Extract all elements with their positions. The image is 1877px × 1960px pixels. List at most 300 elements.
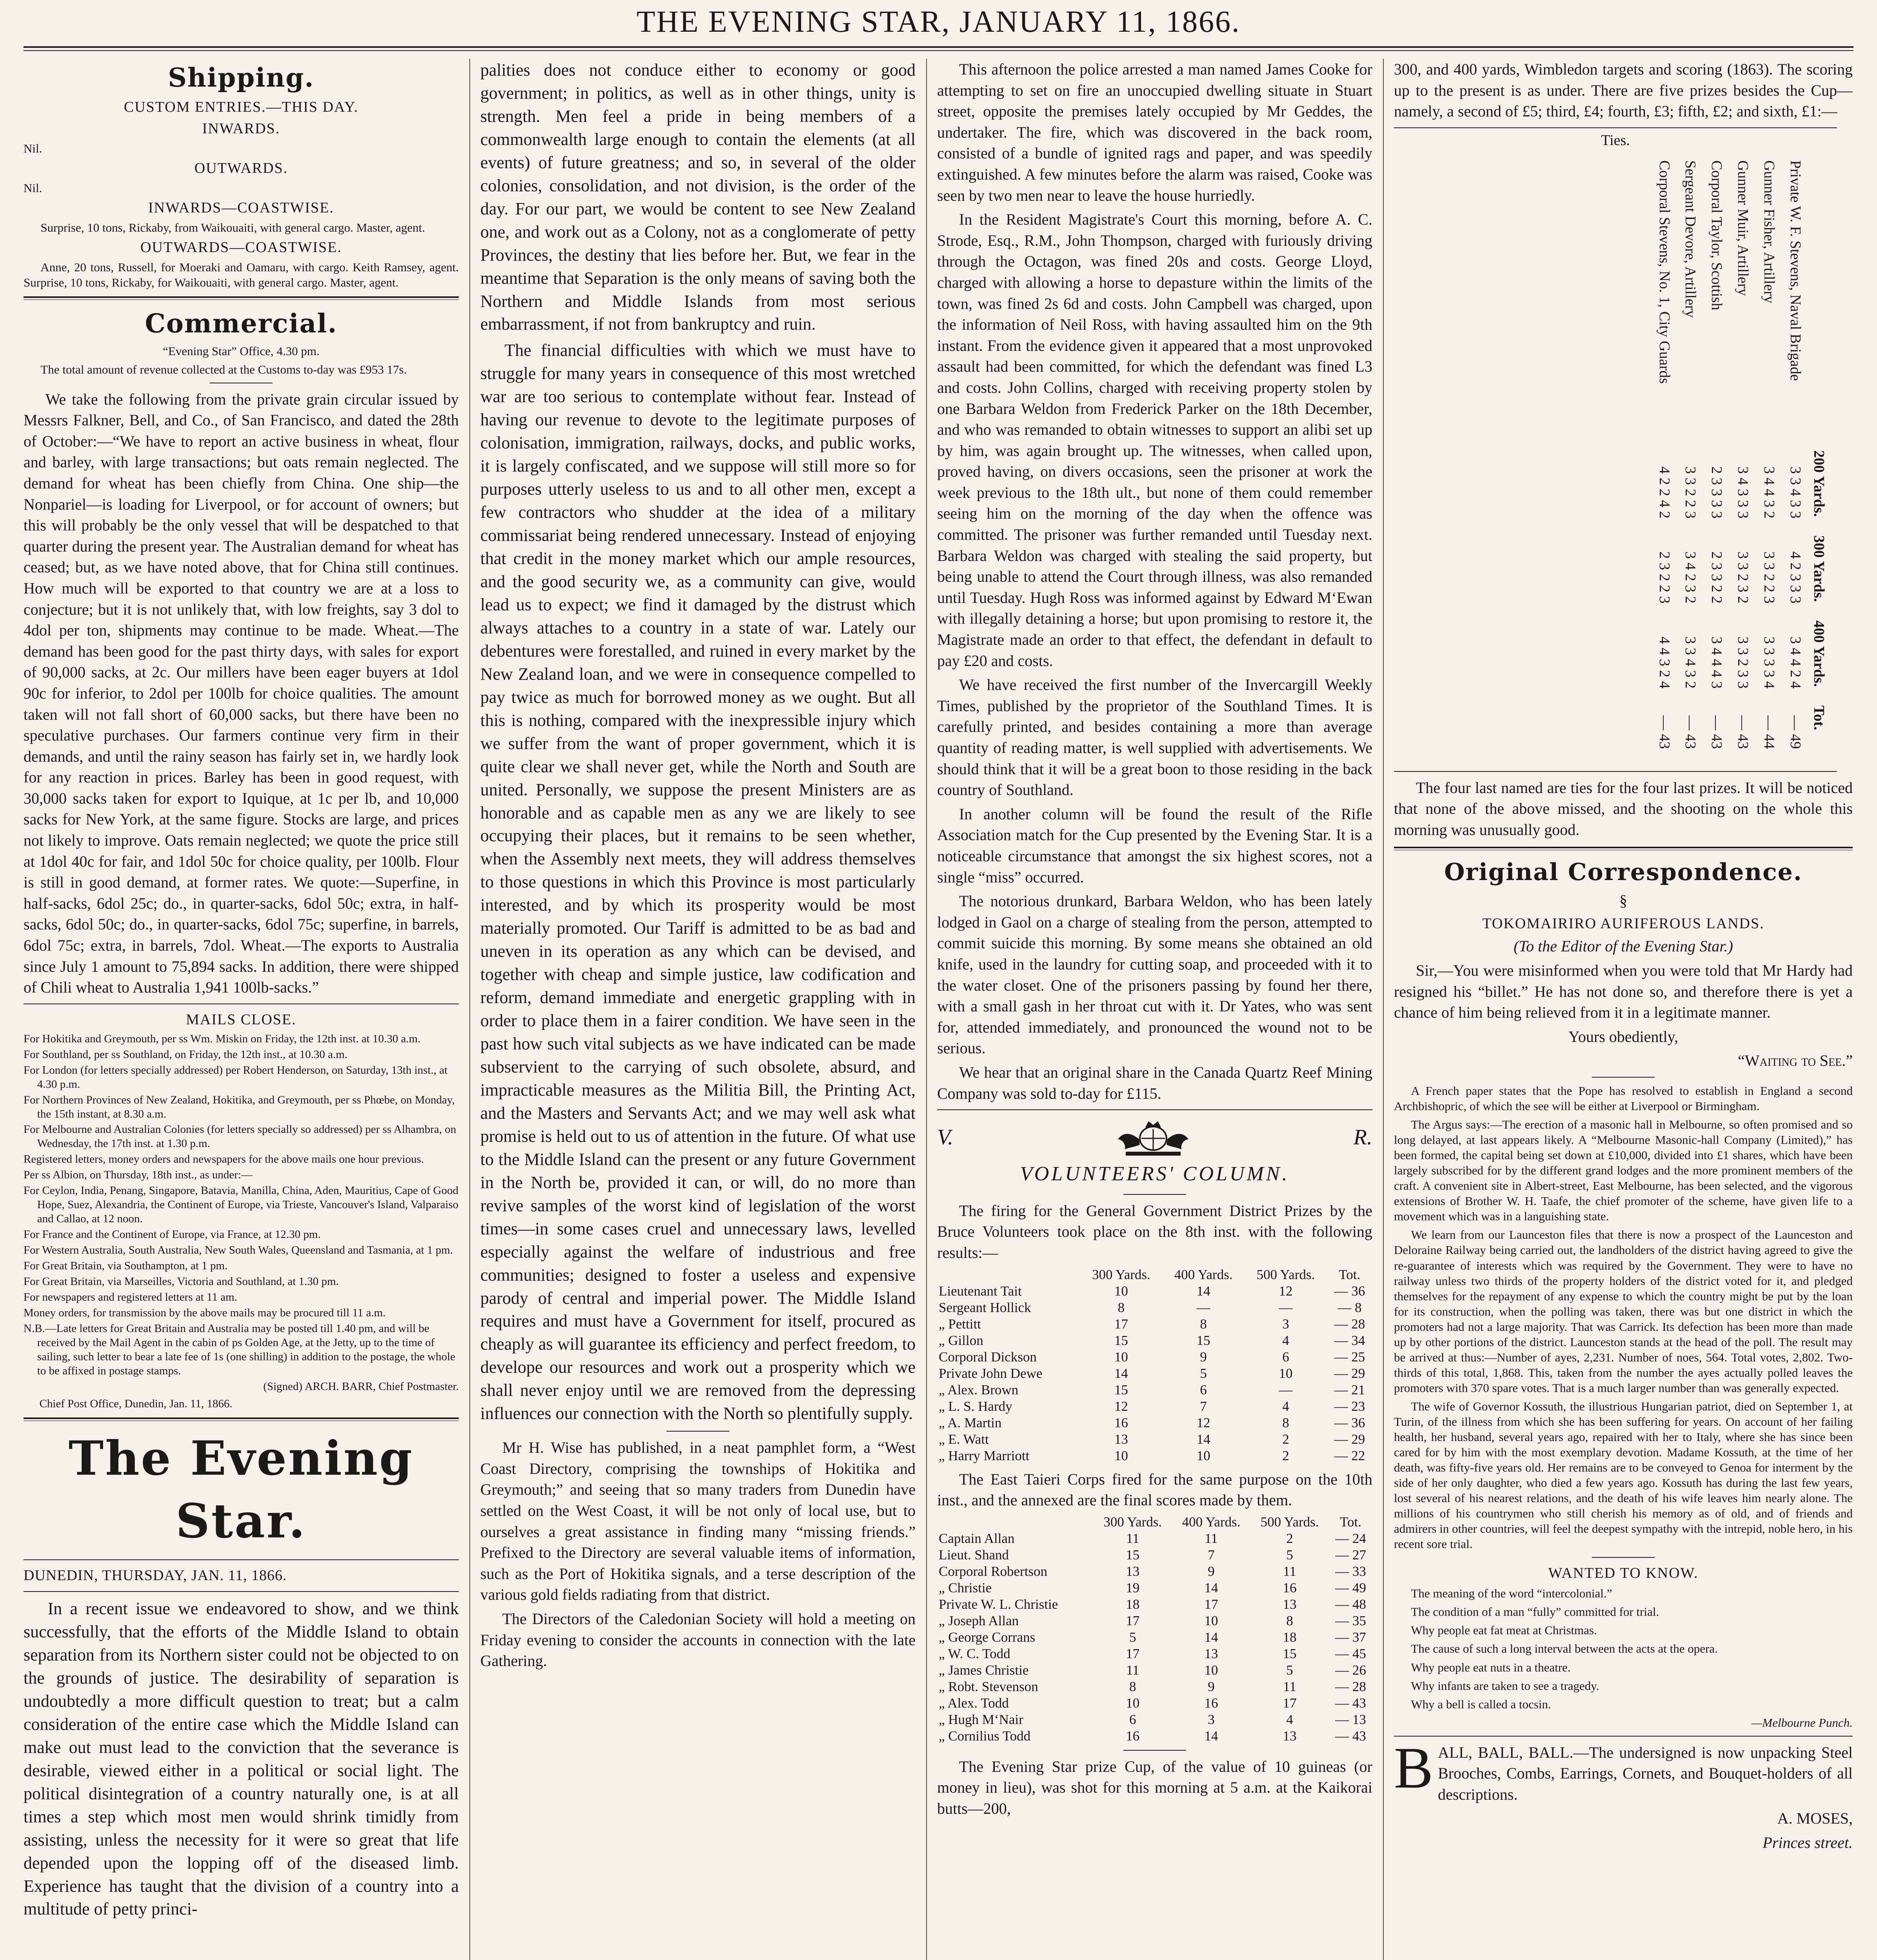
mail-entry: For Hokitika and Greymouth, per ss Wm. Miskin on Friday, the 12th inst. at 10.30 a.m. [24, 1032, 421, 1045]
score-cell: 5 [1129, 1629, 1136, 1645]
score-cell: — 49 [1335, 1580, 1366, 1595]
shooter-name: Gunner Muir, Artillery [1735, 160, 1752, 296]
score-cell: 15 [1283, 1646, 1297, 1661]
short-rule [667, 1431, 729, 1432]
score-cell: 11 [1126, 1530, 1139, 1546]
shooter-name: „ James Christie [939, 1662, 1029, 1678]
revenue-note: The total amount of revenue collected at the Customs to-day was £953 17s. [40, 362, 407, 376]
shooter-name: „ A. Martin [939, 1415, 1002, 1430]
score-cell: 10 [1114, 1283, 1128, 1299]
invercargill-times: We have received the first number of the Invercargill Weekly Times, published by the proprietor of the Southland Times. It is carefully printed, and besides containing a more than average quantity of reading matter, is well supplied with advertisements. We should think that it will be a great boon to those residing in the back country of Southland. [937, 676, 1372, 799]
table-row [937, 1349, 1372, 1365]
score-cell: 17 [1283, 1695, 1297, 1711]
section-rule [1394, 1736, 1853, 1737]
score-cell: 3 4 4 2 4 [1787, 636, 1804, 689]
score-cell: 9 [1208, 1563, 1215, 1579]
score-cell: 13 [1114, 1431, 1128, 1447]
table-row [937, 1283, 1372, 1299]
score-cell: 13 [1283, 1596, 1297, 1612]
mails-list [24, 1032, 459, 1378]
moses-advertisement [1394, 1735, 1853, 1853]
wanted-to-know-heading: WANTED TO KNOW. [1548, 1565, 1699, 1582]
mail-entry: For Western Australia, South Australia, New South Wales, Queensland and Tasmania, at 1 pm. [24, 1244, 453, 1257]
bruce-volunteers-intro: The firing for the General Government District Prizes by the Bruce Volunteers took place on the 8th inst. with the following results:— [937, 1201, 1372, 1261]
post-office-dateline: Chief Post Office, Dunedin, Jan. 11, 1866. [39, 1397, 233, 1410]
score-cell: 15 [1196, 1332, 1210, 1348]
ties-note: The four last named are ties for the four last prizes. It will be noticed that none of the above missed, and the shooting on the whole this morning was unusually good. [1394, 779, 1853, 838]
score-cell: 11 [1126, 1662, 1139, 1678]
score-cell: 4 2 2 4 2 [1656, 466, 1673, 519]
vr-letter-v: V. [937, 1125, 953, 1149]
score-cell: — 29 [1334, 1431, 1365, 1447]
paper-nameplate: The Evening Star. [68, 1430, 414, 1549]
shooter-name: „ Pettitt [939, 1316, 981, 1332]
launceston-railway: We learn from our Launceston files that there is now a prospect of the Launceston and Deloraine Railway being carried out, the landholders of the district having agreed to give the re-guarantee of interests which was required by the Government. They were to have no railway unless two thirds of the property holders of the district voted for it, and pledged themselves for the repayment of any expense to which the country might be put by the loan for its construction, when the polling was taken, there was but one district in which the promoters had not a large majority. That was Carrick. Its defection has been more than made up by other portions of the district. Launceston stands at the head of the poll. The result may be arrived at thus:—Number of ayes, 2,231. Number of noes, 564. Total votes, 2,802. Two-thirds of this total, 1,868. This, taken from the number the ayes actually polled leaves the promoters with 370 spare votes. That is a much larger number than was generally expected. [1394, 1228, 1853, 1395]
shooter-name: Lieut. Shand [939, 1547, 1009, 1563]
editorial-finance: The financial difficulties with which we must have to struggle for many years in consequence of this most wretched war are too serious to contemplate without fear. Instead of having our revenue to devote to the legitimate purposes of colonisation, immigration, railways, docks, and public works, it is largely confiscated, and we suppose will still more so for purposes utterly useless to us and to all other men, except a few contractors who shudder at the idea of a military commissariat being rendered unnecessary. Instead of enjoying that credit in the money market which our ample resources, and the good security we, as a community can give, would lead us to expect; we find it damaged by the distrust which always attaches to a country in a state of war. Lately our debentures were forestalled, and ruined in every market by the New Zealand loan, and we were in consequence compelled to pay twice as much for borrowed money as we ought. But all this is nothing, compared with the inexpressible injury which we suffer from the want of proper government, which it is quite clear we shall never get, while the North and South are united. Personally, we suppose the present Ministers are as honorable and as capable men as any we are likely to see occupying their places, but it remains to be seen whether, when the Assembly next meets, they will address themselves to those questions in which this Province is most particularly interested, and by which its prosperity would be most materially promoted. Our Tariff is admitted to be as bad and uneven in its operation as any which can be devised, and together with cheap and simple justice, law codification and reform, demand immediate and energetic grappling with in order to place them in a fairer condition. We have seen in the past how such vital subjects as we have indicated can be made subservient to the carrying of such obsolete, absurd, and impracticable measures as the Militia Bill, the Printing Act, and the Masters and Servants Act; and we may well ask what promise is held out to us of attention in the future. Of what use to the Middle Island can the present or any future Government in the North be, provided it can, or will, do no more than revive samples of the worst kind of legislation of the worst times—in some cases cruel and unnecessary laws, levelled especially against the welfare of industrious and free communities; designed to foster a useless and expensive parody of central and imperial power. The Middle Island requires and must have a Government for itself, procured as cheaply as will guarantee its efficiency and perfect freedom, to develope our resources and work out a prosperity which we shall never enjoy until we are removed from the depressing influences our connection with the North so plentifully supply. [480, 341, 916, 1423]
wanted-item: The condition of a man “fully” committed for trial. [1411, 1605, 1659, 1619]
shooter-name: „ W. C. Todd [939, 1646, 1010, 1661]
shooter-name: Private W. L. Christie [939, 1596, 1058, 1612]
score-cell: 2 3 3 3 3 [1708, 466, 1725, 519]
table-row [937, 1728, 1372, 1744]
inwards-nil: Nil. [24, 142, 42, 156]
score-cell: 2 3 2 2 3 [1656, 551, 1673, 604]
commercial-heading: Commercial. [145, 308, 338, 339]
shooter-name: Gunner Fisher, Artillery [1761, 160, 1778, 303]
column-1 [24, 59, 459, 1960]
shooter-name: Private W. F. Stevens, Naval Brigade [1787, 160, 1804, 381]
table-header-row [937, 1514, 1372, 1530]
score-cell: 16 [1126, 1728, 1140, 1744]
mail-entry: For Ceylon, India, Penang, Singapore, Batavia, Manilla, China, Aden, Mauritius, Cape of Good Hope, Suez, Alexandria, the Continent of Europe, via Trieste, Vancouver's Island, Valparaiso and Callao, at 12 noon. [24, 1184, 459, 1225]
east-taieri-scores [937, 1514, 1372, 1744]
letter-closing: Yours obediently, [1568, 1027, 1679, 1045]
masthead-rule [24, 46, 1853, 51]
table-header-cell: 400 Yards. [1182, 1514, 1241, 1530]
score-cell: — 44 [1761, 715, 1778, 749]
shooter-name: „ L. S. Hardy [939, 1398, 1012, 1414]
wanted-item: Why people eat fat meat at Christmas. [1411, 1623, 1597, 1637]
table-row [937, 1646, 1372, 1662]
score-cell: — 22 [1334, 1448, 1365, 1463]
score-cell: 13 [1283, 1728, 1297, 1744]
table-row [937, 1629, 1372, 1646]
score-cell: 2 [1286, 1530, 1293, 1546]
score-cell: — 49 [1787, 715, 1804, 749]
score-cell: 10 [1204, 1662, 1218, 1678]
score-cell: 3 3 2 3 2 [1735, 551, 1752, 604]
column-rule [1383, 59, 1384, 1960]
mail-entry: For London (for letters specially addressed) per Robert Henderson, on Saturday, 13th inst., at 4.30 p.m. [24, 1063, 448, 1091]
grain-circular: We take the following from the private grain circular issued by Messrs Falkner, Bell, and Co., of San Francisco, and dated the 28th of October:—“We have to report an active business in wheat, flour and barley, with large transactions; but oats remain neglected. The demand for wheat has been chiefly from China. One ship—the Nonpariel—is loading for Liverpool, or for account of owners; but this will probably be the only vessel that will be despatched to that quarter during the present year. The Australian demand for wheat has ceased; but, as we have noted above, that for China still continues. How much will be exported to that country we are at a loss to conjecture; but it is not unlikely that, with low freights, say 3 dol to 4dol per ton, shipments may continue to be made. Wheat.—The demand has been good for the past thirty days, with sales for export of 90,000 sacks, at 2c. Our millers have been eager buyers at 1dol 90c for inferior, to 2dol per 100lb for choice qualities. The amount taken will not fall short of 60,000 sacks, but there have been no speculative purchases. Our farmers continue very firm in their demands, and until the rainy season has fairly set in, we hardly look for any reaction in prices. Barley has been in good request, with 30,000 sacks taken for export to Iquique, at 1c per lb, and 10,000 sacks for New York, at the same figure. Stocks are large, and prices not likely to improve. Oats remain neglected; we quote the price still at 1dol 40c for fair, and 1dol 50c for choice quality, per 100lb. Flour is still in good demand, at former rates. We quote:—Superfine, in half-sacks, 6dol 25c; do., in quarter-sacks, 6dol 50c; extra, in half-sacks, 6dol 50c; do., in quarter-sacks, 6dol 75c; superfine, in barrels, 6dol 75c; extra, in barrels, 7dol. Wheat.—The exports to Australia since July 1 amount to 75,894 sacks. In addition, there were shipped of Chili wheat to Australia 1,941 100lb-sacks.” [24, 390, 459, 996]
kossuth-obituary: The wife of Governor Kossuth, the illustrious Hungarian patriot, died on September 1, at Turin, of the illness from which she has been suffering for years. On account of her failing health, her husband, several years ago, repaired with her to Italy, where she has since been cared for by him with the most exemplary devotion. Madame Kossuth, at the time of her death, was fifty-five years old. Her remains are to be conveyed to Genoa for interment by the side of her only daughter, who died a few years ago. Kossuth has during the last few years, lost several of his nearest relations, and the death of his wife leaves him nearly alone. The millions of his countrymen who still cherish his memory as of old, and of friends and admirers in other countries, will feel the deepest sympathy with the intrepid, noble hero, in his recent sore trial. [1394, 1399, 1853, 1551]
score-cell: — 43 [1656, 715, 1673, 749]
shooter-name: „ Harry Marriott [939, 1448, 1030, 1463]
table-row [1782, 156, 1808, 759]
ad-address: Princes street. [1763, 1834, 1853, 1852]
score-cell: 15 [1114, 1382, 1128, 1397]
rotated-score-table [1651, 156, 1829, 759]
table-row [1703, 156, 1730, 759]
caledonian-society: The Directors of the Caledonian Society will hold a meeting on Friday evening to consider the accounts in connection with the late Gathering. [480, 1610, 916, 1670]
score-cell: 17 [1126, 1646, 1140, 1661]
outwards-heading: OUTWARDS. [194, 160, 288, 177]
score-cell: — 28 [1334, 1316, 1365, 1332]
shooter-name: „ Hugh M‘Nair [939, 1711, 1023, 1727]
mail-entry: Money orders, for transmission by the above mails may be procured till 11 a.m. [24, 1306, 386, 1319]
masonic-hall: The Argus says:—The erection of a masonic hall in Melbourne, so often promised and so long delayed, at last appears likely. A “Melbourne Masonic-hall Company (Limited),” has been formed, the capital being set down at £10,000, divided into £1 shares, which have been largely subscribed for by the different grand lodges and the more prominent members of the craft. A convenient site in Albert-street, East Melbourne, has been selected, and the vigorous extensions of Brother W. H. Taafe, the chief promoter of the scheme, have given life to a movement which was in a languishing state. [1394, 1118, 1853, 1223]
wimbledon-scoring: 300, and 400 yards, Wimbledon targets and scoring (1863). The scoring up to the present is as under. There are five prizes besides the Cup—namely, a second of £5; third, £4; fourth, £3; fifth, £2; and sixth, £1:— [1394, 60, 1853, 120]
table-header-cell: Tot. [1340, 1514, 1362, 1530]
score-cell: 14 [1204, 1728, 1218, 1744]
score-cell: 13 [1204, 1646, 1218, 1661]
score-cell: — 35 [1335, 1613, 1366, 1628]
score-cell: — 43 [1335, 1728, 1366, 1744]
score-cell: 3 3 3 3 4 [1761, 636, 1778, 689]
score-cell: 11 [1283, 1563, 1296, 1579]
score-cell: 10 [1114, 1448, 1128, 1463]
score-cell: 6 [1129, 1711, 1136, 1727]
mail-entry: N.B.—Late letters for Great Britain and Australia may be posted till 1.40 pm, and will be received by the Mail Agent in the cabin of ps Golden Age, at the Jetty, up to the time of sailing, such letter to bear a late fee of 1s (one shilling) in addition to the postage, the whole to be affixed in postage stamps. [24, 1322, 456, 1377]
original-correspondence-heading: Original Correspondence. [1444, 858, 1803, 886]
section-rule [24, 1417, 459, 1421]
wanted-item: The cause of such a long interval between the acts at the opera. [1411, 1642, 1718, 1656]
melbourne-punch-source: —Melbourne Punch. [1751, 1715, 1853, 1730]
score-cell: 10 [1204, 1613, 1218, 1628]
score-cell: — 33 [1335, 1563, 1366, 1579]
column-2 [480, 59, 916, 1960]
score-cell: 17 [1204, 1596, 1218, 1612]
column-rule [926, 59, 927, 1960]
score-cell: 8 [1117, 1299, 1125, 1315]
score-cell: 6 [1282, 1349, 1289, 1365]
royal-crest-icon [1102, 1116, 1204, 1159]
score-cell: — [1279, 1382, 1293, 1397]
score-cell: 7 [1208, 1547, 1215, 1563]
score-cell: — 28 [1335, 1679, 1366, 1694]
score-cell: — [1279, 1299, 1293, 1315]
west-coast-directory: Mr H. Wise has published, in a neat pamphlet form, a “West Coast Directory, comprising the townships of Hokitika and Greymouth;” and seeing that so many traders from Dunedin have settled on the West Coast, it will be not only of local use, but to ourselves a great assistance in finding many “missing friends.” Prefixed to the Directory are several valuable items of information, such as the Port of Hokitika signals, and a terse description of the various gold fields radiating from that district. [480, 1439, 916, 1604]
score-cell: — 43 [1708, 715, 1725, 749]
mail-entry: Registered letters, money orders and newspapers for the above mails one hour previous. [24, 1153, 424, 1166]
score-cell: — 24 [1335, 1530, 1366, 1546]
score-cell: 11 [1205, 1530, 1218, 1546]
score-cell: 2 [1282, 1431, 1289, 1447]
score-cell: 8 [1282, 1415, 1289, 1430]
table-row [937, 1415, 1372, 1431]
score-cell: — 27 [1335, 1547, 1366, 1563]
shooter-name: Captain Allan [939, 1530, 1015, 1546]
score-cell: — 29 [1334, 1365, 1365, 1381]
canada-quartz: We hear that an original share in the Canada Quartz Reef Mining Company was sold to-day for £115. [937, 1063, 1372, 1102]
score-cell: 12 [1196, 1415, 1210, 1430]
masthead-title: THE EVENING STAR, JANUARY 11, 1866. [636, 4, 1241, 38]
table-row [937, 1679, 1372, 1695]
table-row [937, 1332, 1372, 1349]
mail-entry: For Southland, per ss Southland, on Friday, the 12th inst., at 10.30 a.m. [24, 1048, 348, 1061]
mail-entry: Per ss Albion, on Thursday, 18th inst., as under:— [24, 1169, 253, 1181]
score-cell: — 36 [1334, 1283, 1365, 1299]
table-header-cell: 300 Yards. [1811, 535, 1827, 602]
volunteers-header [937, 1116, 1372, 1159]
table-header-cell: 400 Yards. [1174, 1267, 1233, 1282]
wanted-item: The meaning of the word “intercolonial.” [1411, 1586, 1612, 1601]
volunteers-column-title: VOLUNTEERS' COLUMN. [1020, 1163, 1290, 1185]
table-header-cell: Tot. [1811, 705, 1827, 730]
shooter-name: „ Alex. Todd [939, 1695, 1009, 1711]
section-rule [1394, 847, 1853, 850]
table-row [937, 1711, 1372, 1728]
outwards-nil: Nil. [24, 181, 42, 195]
score-cell: 8 [1129, 1679, 1136, 1694]
short-rule [1592, 1077, 1655, 1078]
table-row [1677, 156, 1704, 759]
table-row [937, 1382, 1372, 1398]
ad-text: ALL, BALL, BALL.—The undersigned is now unpacking Steel Brooches, Combs, Earrings, Cornets, and Bouquet-holders of all descriptions. [1438, 1743, 1853, 1803]
arson-report: This afternoon the police arrested a man named James Cooke for attempting to set on fire an unoccupied dwelling situate in Stuart street, opposite the premises lately occupied by Mr Geddes, the undertaker. The fire, which was discovered in the back room, consisted of a bundle of ignited rags and paper, and was speedily extinguished. A few minutes before the alarm was raised, Cooke was seen by two men near to leave the house hurriedly. [937, 60, 1372, 204]
table-header-row [937, 1267, 1372, 1283]
score-cell: 5 [1286, 1547, 1293, 1563]
score-cell: 4 4 3 2 4 [1656, 636, 1673, 689]
score-cell: 19 [1126, 1580, 1140, 1595]
table-row [937, 1530, 1372, 1547]
shooter-name: „ Robt. Stevenson [939, 1679, 1038, 1694]
score-cell: 10 [1126, 1695, 1140, 1711]
score-cell: 5 [1200, 1365, 1207, 1381]
pope-archbishopric: A French paper states that the Pope has resolved to establish in England a second Archbishopric, of which the see will be either at Liverpool or Birmingham. [1394, 1084, 1853, 1113]
shooter-name: Sergeant Devore, Artillery [1682, 160, 1699, 318]
editorial-continued: palities does not conduce either to economy or good government; in politics, as well as in other things, unity is strength. Men feel a pride in being members of a commonwealth large enough to contain the elements (at all events) of future greatness; and so, in several of the older colonies, consolidation, and not division, is the order of the day. For our part, we would be content to see New Zealand one, and work out as a Colony, not as a conglomerate of petty Provinces, the destiny that lies before her. But, we fear in the meantime that Separation is the only means of saving both the Northern and Middle Islands from most serious embarrassment, if not from bankruptcy and ruin. [480, 60, 916, 334]
score-cell: 8 [1200, 1316, 1207, 1332]
wanted-item: Why people eat nuts in a theatre. [1411, 1660, 1571, 1674]
magistrate-court: In the Resident Magistrate's Court this morning, before A. C. Strode, Esq., R.M., John Thompson, charged with furiously driving through the Octagon, was fined 20s and costs. George Lloyd, charged with allowing a horse to depasture within the limits of the town, was fined 2s 6d and costs. John Campbell was charged, upon the information of Neil Ross, with having assaulted him on the 9th instant. From the evidence given it appeared that a most unprovoked assault had been committed, for which the defendant was fined L3 and costs. John Collins, charged with receiving property stolen by one Barbara Weldon from Frederick Parker on the 18th December, and who was remanded to obtain witnesses to support an alibi set up by him, was again brought up. The witnesses, when called upon, proved having, on divers occasions, seen the prisoner at work the week previous to the 18th ult., but none of them could remember seeing him on the morning of the day when the offence was committed. The prisoner was further remanded until Tuesday next. Barbara Weldon was charged with stealing the said property, but being unable to attend the Court through illness, was also remanded until Tuesday. Hugh Ross was informed against by Edward M‘Ewan with illegally detaining a horse; but upon promising to restore it, the Magistrate made an order to that effect, the defendant in default to pay £20 and costs. [937, 211, 1372, 670]
dateline-text: DUNEDIN, THURSDAY, JAN. 11, 1866. [24, 1567, 287, 1584]
shooter-name: Corporal Dickson [939, 1349, 1037, 1365]
score-cell: — [1196, 1299, 1210, 1315]
letter-text: Sir,—You were misinformed when you were told that Mr Hardy had resigned his “billet.” He has not done so, and therefore there is yet a chance of him being relieved from it in a legitimate manner. [1394, 962, 1853, 1022]
weldon-suicide: The notorious drunkard, Barbara Weldon, who has been lately lodged in Gaol on a charge of stealing from the person, attempted to commit suicide this morning. By some means she obtained an old knife, used in the laundry for cutting soap, and proceeded with it to the water closet. One of the prisoners passing by found her there, with a small gash in her throat cut with it. Dr Yates, who was sent for, attended immediately, and pronounced the wound not to be serious. [937, 892, 1372, 1057]
editorial-dateline [24, 1566, 459, 1586]
letter-signature: “Waiting to See.” [1738, 1052, 1853, 1070]
section-rule [24, 296, 459, 300]
table-row [937, 1398, 1372, 1415]
score-cell: 18 [1283, 1629, 1297, 1645]
shooter-name: Corporal Stevens, No. 1, City Guards [1656, 160, 1673, 384]
inwards-coastwise-heading: INWARDS—COASTWISE. [148, 200, 334, 216]
shooter-name: „ George Corrans [939, 1629, 1036, 1645]
score-cell: 3 3 4 3 2 [1682, 636, 1699, 689]
score-cell: 12 [1114, 1398, 1128, 1414]
table-row [937, 1596, 1372, 1613]
rifle-association: In another column will be found the result of the Rifle Association match for the Cup presented by the Evening Star. It is a noticeable circumstance that amongst the six highest scores, not a single “miss” occurred. [937, 805, 1372, 886]
east-taieri-intro: The East Taieri Corps fired for the same purpose on the 10th inst., and the annexed are the final scores made by them. [937, 1470, 1372, 1509]
short-rule [1123, 1750, 1186, 1751]
ties-label: Ties. [1601, 132, 1630, 149]
score-cell: 3 4 2 3 2 [1682, 551, 1699, 604]
score-cell: 15 [1114, 1332, 1128, 1348]
shooter-name: „ Gillon [939, 1332, 983, 1348]
wanted-item: Why infants are taken to see a tragedy. [1411, 1679, 1599, 1693]
score-cell: 14 [1196, 1283, 1210, 1299]
vr-letter-r: R. [1353, 1125, 1372, 1149]
outwards-coastwise-text: Anne, 20 tons, Russell, for Moeraki and Oamaru, with cargo. Keith Ramsey, agent. Surprise, 10 tons, Rickaby, for Waikouaiti, with general cargo. Master, agent. [24, 260, 459, 290]
score-cell: 3 3 2 2 3 [1761, 551, 1778, 604]
wanted-item: Why a bell is called a tocsin. [1411, 1697, 1551, 1711]
short-rule [1592, 1557, 1655, 1558]
inwards-coastwise-text: Surprise, 10 tons, Rickaby, from Waikouaiti, with general cargo. Master, agent. [40, 221, 425, 235]
table-header-cell: 500 Yards. [1256, 1267, 1315, 1282]
table-header-cell: 300 Yards. [1092, 1267, 1150, 1282]
short-rule [1123, 1194, 1186, 1195]
score-cell: 7 [1200, 1398, 1207, 1414]
score-cell: — 25 [1334, 1349, 1365, 1365]
score-cell: 3 3 4 3 3 [1787, 466, 1804, 519]
table-row [937, 1299, 1372, 1316]
score-cell: — 43 [1335, 1695, 1366, 1711]
score-cell: 17 [1114, 1316, 1128, 1332]
score-cell: 14 [1114, 1365, 1128, 1381]
table-header-cell [937, 1267, 1080, 1283]
table-row [937, 1316, 1372, 1332]
mail-entry: For Melbourne and Australian Colonies (for letters specially so addressed) per ss Alhambra, on Wednesday, the 17th inst. at 1.30 p.m. [24, 1123, 456, 1150]
editorial-text: In a recent issue we endeavored to show, and we think successfully, that the efforts of the Middle Island to obtain separation from its Northern sister could not be objected to on the grounds of justice. The desirability of separation is undoubtedly a more difficult question to treat; but a calm consideration of the entire case which the Middle Island can make out must lead to the conviction that the severance is desirable, viewed either in a political or social light. The political disintegration of a country naturally one, is at all times a step which most men would shrink timidly from assisting, unless the necessity for it were so great that life depended upon the lopping off of the diseased limb. Experience has taught that the division of a country into a multitude of petty princi- [24, 1599, 459, 1919]
mails-close-heading: MAILS CLOSE. [186, 1011, 296, 1028]
shooter-name: Corporal Taylor, Scottish [1708, 160, 1725, 310]
score-cell: 10 [1114, 1349, 1128, 1365]
table-header-cell: Tot. [1339, 1267, 1361, 1282]
table-row [1756, 156, 1782, 759]
score-cell: 16 [1114, 1415, 1128, 1430]
table-row [1730, 156, 1756, 759]
table-row [937, 1580, 1372, 1596]
score-cell: — 43 [1735, 715, 1752, 749]
score-cell: 4 [1282, 1332, 1289, 1348]
score-cell: 3 [1208, 1711, 1215, 1727]
score-cell: 16 [1283, 1580, 1297, 1595]
score-cell: 3 3 2 2 3 [1682, 466, 1699, 519]
score-cell: 5 [1286, 1662, 1293, 1678]
score-cell: — 34 [1334, 1332, 1365, 1348]
table-header-cell: 500 Yards. [1260, 1514, 1319, 1530]
score-cell: 6 [1200, 1382, 1207, 1397]
table-header-cell: 200 Yards. [1811, 450, 1827, 517]
table-row [937, 1563, 1372, 1580]
table-row [937, 1547, 1372, 1563]
score-cell: — 37 [1335, 1629, 1366, 1645]
table-row [937, 1695, 1372, 1711]
score-cell: 3 4 3 3 3 [1735, 466, 1752, 519]
score-cell: 3 4 4 3 2 [1761, 466, 1778, 519]
score-cell: 8 [1286, 1613, 1293, 1628]
score-cell: 10 [1279, 1365, 1293, 1381]
score-cell: — 45 [1335, 1646, 1366, 1661]
score-cell: 14 [1196, 1431, 1210, 1447]
score-cell: 12 [1279, 1283, 1293, 1299]
outwards-coastwise-heading: OUTWARDS—COASTWISE. [140, 239, 342, 256]
score-cell: 2 3 3 2 2 [1708, 551, 1725, 604]
shooter-name: „ E. Watt [939, 1431, 989, 1447]
table-header-cell: 400 Yards. [1811, 620, 1827, 687]
shooter-name: Corporal Robertson [939, 1563, 1048, 1579]
score-cell: — 13 [1335, 1711, 1366, 1727]
table-header-row [1808, 156, 1829, 759]
score-cell: — 21 [1334, 1382, 1365, 1397]
column-rule [469, 59, 470, 1960]
table-row [937, 1448, 1372, 1464]
bruce-volunteers-scores [937, 1267, 1372, 1464]
mail-entry: For newspapers and registered letters at 11 am. [24, 1290, 237, 1303]
table-row [937, 1613, 1372, 1629]
score-cell: 2 [1282, 1448, 1289, 1463]
section-rule [937, 1109, 1372, 1110]
score-cell: 15 [1126, 1547, 1140, 1563]
score-cell: — 48 [1335, 1596, 1366, 1612]
table-row [937, 1365, 1372, 1382]
score-cell: 11 [1283, 1679, 1296, 1694]
mail-entry: For Great Britain, via Marseilles, Victoria and Southland, at 1.30 pm. [24, 1275, 339, 1288]
postmaster-signature: (Signed) ARCH. BARR, Chief Postmaster. [263, 1380, 459, 1393]
table-header-cell [1808, 156, 1829, 450]
score-cell: 16 [1204, 1695, 1218, 1711]
section-rule [24, 1559, 459, 1560]
ad-drop-cap: B [1394, 1735, 1434, 1800]
score-cell: — 8 [1337, 1299, 1362, 1315]
score-cell: 9 [1200, 1349, 1207, 1365]
score-cell: 13 [1126, 1563, 1140, 1579]
section-rule [24, 1591, 459, 1592]
office-time: “Evening Star” Office, 4.30 pm. [163, 344, 320, 358]
table-header-cell: 300 Yards. [1103, 1514, 1162, 1530]
table-row [1651, 156, 1677, 759]
shooter-name: „ Christie [939, 1580, 992, 1595]
shooter-name: „ Joseph Allan [939, 1613, 1019, 1628]
table-row [937, 1662, 1372, 1679]
score-cell: 14 [1204, 1629, 1218, 1645]
score-cell: 10 [1196, 1448, 1210, 1463]
score-cell: 4 2 3 3 3 [1787, 551, 1804, 604]
score-cell: 3 3 2 3 3 [1735, 636, 1752, 689]
score-cell: 17 [1126, 1613, 1140, 1628]
shooter-name: Sergeant Hollick [939, 1299, 1031, 1315]
shooter-name: Private John Dewe [939, 1365, 1043, 1381]
inwards-heading: INWARDS. [202, 120, 280, 137]
shooter-name: „ Cornilius Todd [939, 1728, 1031, 1744]
score-cell: 3 [1282, 1316, 1289, 1332]
ad-name: A. MOSES, [1777, 1809, 1853, 1828]
column-3 [937, 59, 1372, 1960]
score-cell: — 36 [1334, 1415, 1365, 1430]
score-cell: — 43 [1682, 715, 1699, 749]
to-editor-line: (To the Editor of the Evening Star.) [1514, 937, 1733, 955]
section-ornament: § [1619, 891, 1627, 909]
wanted-list [1394, 1586, 1853, 1711]
score-cell: 9 [1208, 1679, 1215, 1694]
shipping-heading: Shipping. [168, 62, 314, 93]
custom-entries-heading: CUSTOM ENTRIES.—THIS DAY. [124, 99, 359, 116]
shooter-name: „ Alex. Brown [939, 1382, 1019, 1397]
score-cell: 14 [1204, 1580, 1218, 1595]
score-cell: 4 [1286, 1711, 1293, 1727]
prize-cup-text: The Evening Star prize Cup, of the value of 10 guineas (or money in lieu), was shot for this morning at 5 a.m. at the Kaikorai butts—200, [937, 1757, 1372, 1817]
column-4 [1394, 59, 1853, 1960]
score-cell: — 26 [1335, 1662, 1366, 1678]
score-cell: 18 [1126, 1596, 1140, 1612]
mail-entry: For Northern Provinces of New Zealand, Hokitika, and Greymouth, per ss Phœbe, on Monday, the 15th instant, at 8.30 a.m. [24, 1093, 455, 1120]
score-cell: — 23 [1334, 1398, 1365, 1414]
mail-entry: For Great Britain, via Southampton, at 1 pm. [24, 1259, 228, 1272]
table-row [937, 1431, 1372, 1448]
